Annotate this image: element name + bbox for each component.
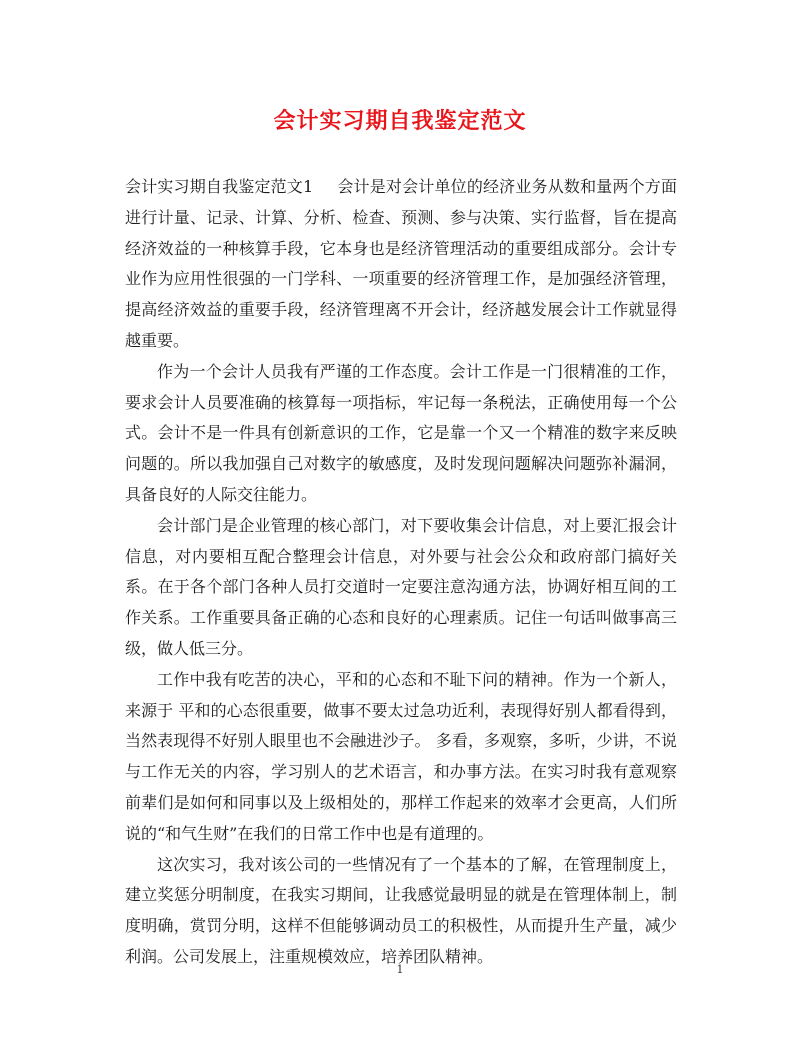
paragraph-1-lead: 会计实习期自我鉴定范文1 xyxy=(125,177,314,196)
page-number: 1 xyxy=(396,963,404,976)
document-title: 会计实习期自我鉴定范文 xyxy=(273,108,527,134)
paragraph-3: 会计部门是企业管理的核心部门，对下要收集会计信息，对上要汇报会计信息，对内要相互配合整理会计信息，对外要与社会公众和政府部门搞好关系。在于各个部门各种人员打交道时一定要注意沟通方法，协调好相互间的工作关系。工作重要具备正确的心态和良好的心理素质。记住一句话叫做事高三级，做人低三分。 xyxy=(125,515,677,658)
paragraph-5: 这次实习，我对该公司的一些情况有了一个基本的了解，在管理制度上，建立奖惩分明制度，在我实习期间，让我感觉最明显的就是在管理体制上，制度明确，赏罚分明，这样不但能够调动员工的积极性，从而提升生产量，减少利润。公司发展上，注重规模效应，培养团队精神。 xyxy=(125,854,677,966)
document-body xyxy=(125,172,677,973)
paragraph-1-text: 会计是对会计单位的经济业务从数和量两个方面进行计量、记录、计算、分析、检查、预测、参与决策、实行监督，旨在提高经济效益的一种核算手段，它本身也是经济管理活动的重要组成部分。会计专业作为应用性很强的一门学科、一项重要的经济管理工作，是加强经济管理，提高经济效益的重要手段，经济管理离不开会计，经济越发展会计工作就显得越重要。 xyxy=(125,177,677,350)
paragraph-4: 工作中我有吃苦的决心，平和的心态和不耻下问的精神。作为一个新人，来源于 平和的心态很重要，做事不要太过急功近利，表现得好别人都看得到，当然表现得不好别人眼里也不会融进沙子。 多看，多观察，多听，少讲，不说与工作无关的内容，学习别人的艺术语言，和办事方法。在实习时我有意观察前辈们是如何和同事以及上级相处的，那样工作起来的效率才会更高，人们所说的“和气生财”在我们的日常工作中也是有道理的。 xyxy=(125,669,677,843)
paragraph-2: 作为一个会计人员我有严谨的工作态度。会计工作是一门很精准的工作，要求会计人员要准确的核算每一项指标，牢记每一条税法，正确使用每一个公式。会计不是一件具有创新意识的工作，它是靠一个又一个精准的数字来反映问题的。所以我加强自己对数字的敏感度，及时发现问题解决问题弥补漏洞，具备良好的人际交往能力。 xyxy=(125,361,677,504)
paragraph-1 xyxy=(125,172,677,357)
